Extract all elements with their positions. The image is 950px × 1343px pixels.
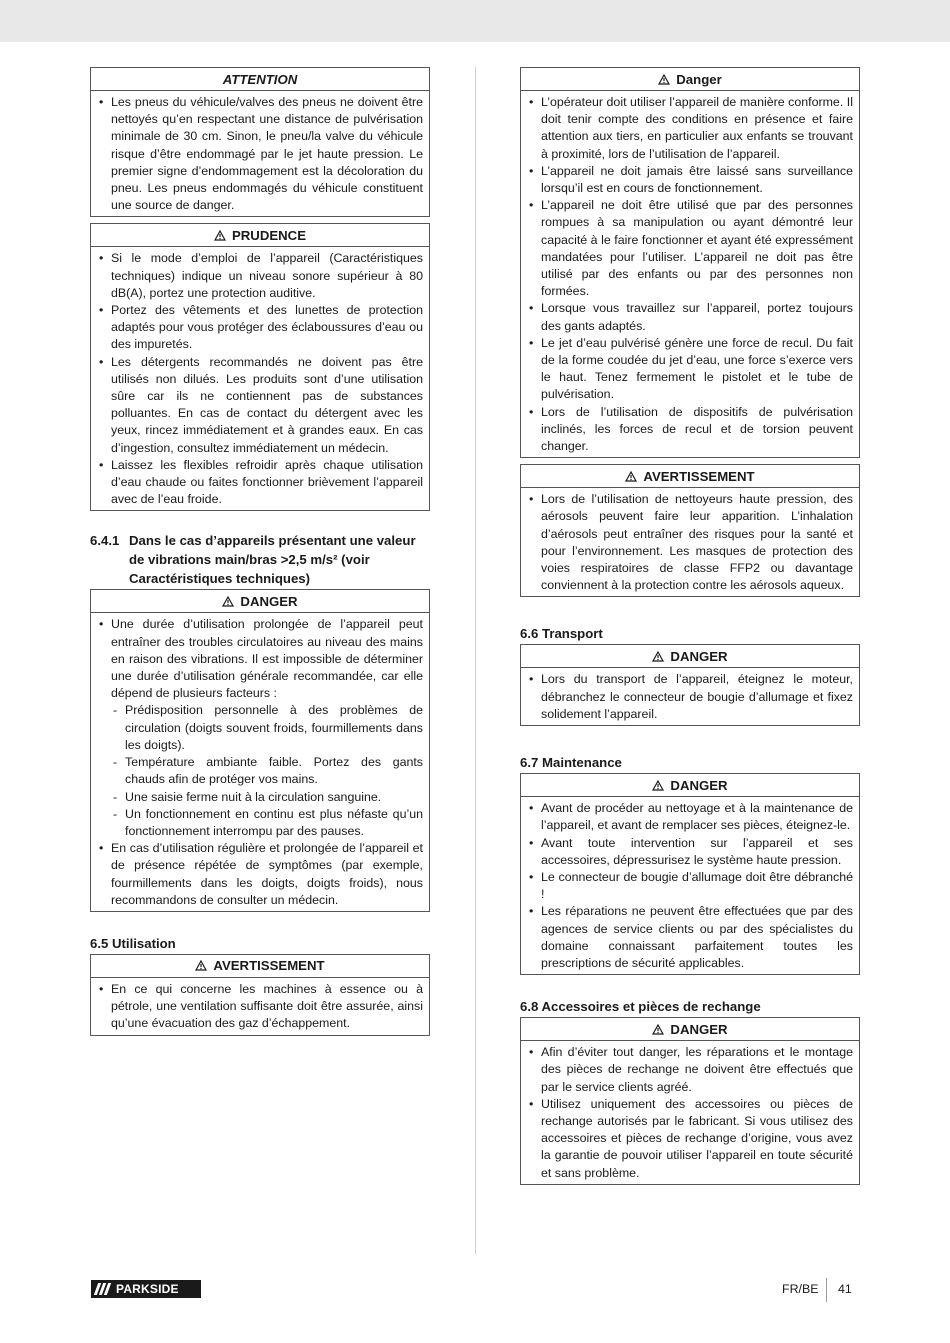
attention-title: ATTENTION [91,68,429,91]
section-heading-6-5: 6.5 Utilisation [90,935,176,951]
list-item: • Lorsque vous travaillez sur l’appareil, portez toujours des gants adaptés. [527,300,853,334]
footer-separator [826,1278,827,1302]
avertissement-aerosol-box [520,464,860,597]
danger-title: Danger [676,71,722,87]
list-item: • Portez des vêtements et des lunettes de protection adaptés pour vous protéger des éclaboussures d’eau ou des impuretés. [97,302,423,354]
danger-title: DANGER [240,593,298,609]
warning-triangle-icon [652,780,664,791]
list-item: • En cas d’utilisation régulière et prolongée de l’appareil et de présence répétée de symptômes (par exemple, fourmillements dans les doigts, doigts froids), nous recommandons de consulter un médecin. [97,840,423,909]
danger-title: DANGER [670,648,728,664]
column-divider [475,67,476,1254]
avertissement-utilisation-box [90,954,430,1036]
list-item: • Si le mode d’emploi de l’appareil (Caractéristiques techniques) indique un niveau sonore supérieur à 80 dB(A), portez une protection auditive. [97,250,423,302]
list-item: • Utilisez uniquement des accessoires ou pièces de rechange autorisés par le fabricant. Si vous utilisez des accessoires et pièces de rechange d’origine, vous avez la garantie de pouvoir utiliser l’appareil en toute sécurité et sans problème. [527,1096,853,1182]
section-heading-6-4-1 [90,531,430,588]
section-heading-6-8: 6.8 Accessoires et pièces de rechange [520,999,761,1015]
list-item: • En ce qui concerne les machines à essence ou à pétrole, une ventilation suffisante doit être assurée, ainsi qu’une évacuation des gaz d’échappement. [97,981,423,1033]
prudence-box [90,223,430,511]
right-column [520,67,860,1191]
warning-triangle-icon [652,651,664,662]
danger-accessories-box [520,1017,860,1185]
left-column [90,67,430,1042]
sub-item: - Prédisposition personnelle à des problèmes de circulation (doigts souvent froids, fourmillements dans les doigts). [111,702,423,754]
list-item: • L’appareil ne doit jamais être laissé sans surveillance lorsqu’il est en cours de fonctionnement. [527,163,853,197]
list-item: • Lors de l’utilisation de nettoyeurs haute pression, des aérosols peuvent faire leur apparition. L’inhalation d’aérosols peut entraîner des risques pour la santé et pour l’environnement. Les masques de protection des voies respiratoires de classe FFP2 ou davantage conviennent à la protection contre les aérosols aqueux. [527,491,853,594]
list-item: • Avant toute intervention sur l’appareil et ses accessoires, dépressurisez le système haute pression. [527,835,853,869]
danger-vibration-box [90,589,430,911]
list-item: • L’appareil ne doit être utilisé que par des personnes rompues à sa manipulation ou ayant démontré leur capacité à le faire fonctionner et ayant été expressément mandatées pour l’utiliser. L’appareil ne doit pas être utilisé par des enfants ou par des personnes non formées. [527,197,853,300]
danger-transport-box [520,644,860,726]
logo-stripes-icon [96,1283,111,1295]
prudence-title: PRUDENCE [231,227,306,243]
danger-title: DANGER [670,1021,728,1037]
list-item: • Afin d’éviter tout danger, les réparations et le montage des pièces de rechange ne doivent être effectués que par le service clients agréé. [527,1044,853,1096]
logo-text: PARKSIDE [116,1282,179,1296]
warning-triangle-icon [195,960,207,971]
language-code: FR/BE [782,1282,819,1296]
attention-box [90,67,430,217]
parkside-logo [91,1280,201,1298]
top-band [0,0,950,42]
list-item: • Lors de l’utilisation de dispositifs de pulvérisation inclinés, les forces de recul et de torsion peuvent changer. [527,404,853,456]
danger-maintenance-box [520,773,860,975]
list-item-text: Une durée d’utilisation prolongée de l’appareil peut entraîner des troubles circulatoires au niveau des mains en raison des vibrations. Il est impossible de déterminer une durée d’utilisation générale recommandée, car elle dépend de plusieurs facteurs : [111,617,423,701]
section-number: 6.4.1 [90,533,120,549]
avertissement-title: AVERTISSEMENT [643,468,755,484]
list-item: • Les détergents recommandés ne doivent pas être utilisés non dilués. Les produits sont d’une utilisation sûre car ils ne contiennent pas de substances polluantes. En cas de contact du détergent avec les yeux, rincez immédiatement et à grandes eaux. En cas d’ingestion, consultez immédiatement un médecin. [97,354,423,457]
sub-item: - Un fonctionnement en continu est plus néfaste qu’un fonctionnement interrompu par des pauses. [111,806,423,840]
list-item: • Lors du transport de l’appareil, éteignez le moteur, débranchez le connecteur de bougie d’allumage et fixez solidement l’appareil. [527,671,853,723]
section-title: Dans le cas d’appareils présentant une valeur de vibrations main/bras >2,5 m/s² (voir Caractéristiques techniques) [129,533,416,587]
list-item: • Laissez les flexibles refroidir après chaque utilisation d’eau chaude ou faites fonctionner brièvement l’appareil avec de l’eau froide. [97,457,423,509]
sub-item: - Une saisie ferme nuit à la circulation sanguine. [111,789,423,806]
warning-triangle-icon [652,1024,664,1035]
list-item: • Les pneus du véhicule/valves des pneus ne doivent être nettoyés qu’en respectant une distance de pulvérisation minimale de 30 cm. Sinon, le pneu/la valve du véhicule risque d’être endommagé par le jet haute pression. Le premier signe d’endommagement est la décoloration du pneu. Les pneus endommagés du véhicule constituent une source de danger. [97,94,423,214]
warning-triangle-icon [658,74,670,85]
warning-triangle-icon [625,471,637,482]
list-item: • L’opérateur doit utiliser l’appareil de manière conforme. Il doit tenir compte des conditions en présence et faire attention aux tiers, en particulier aux enfants se trouvant à proximité, lors de l’utilisation de l’appareil. [527,94,853,163]
list-item: • Avant de procéder au nettoyage et à la maintenance de l’appareil, et avant de remplacer ses pièces, éteignez-le. [527,800,853,834]
list-item: • Le connecteur de bougie d’allumage doit être débranché ! [527,869,853,903]
avertissement-title: AVERTISSEMENT [213,958,325,974]
section-heading-6-7: 6.7 Maintenance [520,755,622,771]
danger-operator-box [520,67,860,458]
list-item: • Le jet d’eau pulvérisé génère une force de recul. Du fait de la forme coudée du jet d’eau, une force s’exerce vers le haut. Tenez fermement le pistolet et le tube de pulvérisation. [527,335,853,404]
warning-triangle-icon [222,596,234,607]
list-item: • Les réparations ne peuvent être effectuées que par des agences de service clients ou par des spécialistes du domaine connaissant parfaitement toutes les prescriptions de sécurité applicables. [527,903,853,972]
list-item [97,616,423,840]
section-heading-6-6: 6.6 Transport [520,626,603,642]
sub-item: - Température ambiante faible. Portez des gants chauds afin de protéger vos mains. [111,754,423,788]
warning-triangle-icon [214,230,226,241]
page-number: 41 [838,1282,852,1296]
danger-title: DANGER [670,777,728,793]
